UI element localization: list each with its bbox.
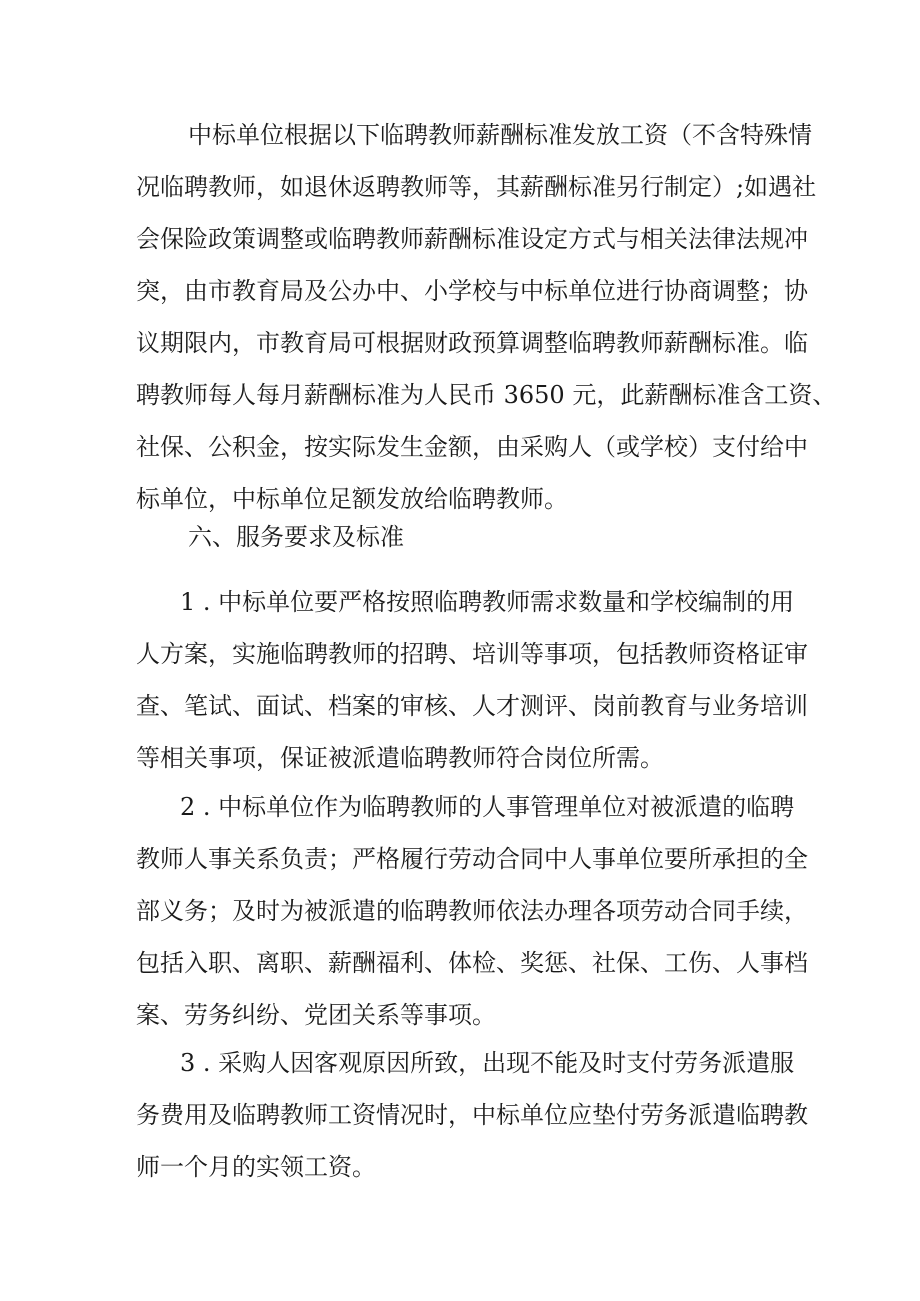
item-3-line-1: 3 . 采购人因客观原因所致，出现不能及时支付劳务派遣服 — [180, 1049, 795, 1077]
salary-paragraph-line-4: 突，由市教育局及公办中、小学校与中标单位进行协商调整；协 — [136, 277, 808, 305]
item-2-line-2: 教师人事关系负责；严格履行劳动合同中人事单位要所承担的全 — [136, 845, 808, 873]
item-1-line-3: 查、笔试、面试、档案的审核、人才测评、岗前教育与业务培训 — [136, 692, 808, 720]
salary-paragraph-line-6: 聘教师每人每月薪酬标准为人民币 3650 元，此薪酬标准含工资、 — [136, 381, 837, 409]
section-heading-line-1: 六、服务要求及标准 — [188, 523, 404, 551]
salary-paragraph-line-7: 社保、公积金，按实际发生金额，由采购人（或学校）支付给中 — [136, 433, 808, 461]
salary-paragraph-line-2: 况临聘教师，如退休返聘教师等，其薪酬标准另行制定）;如遇社 — [136, 173, 817, 201]
item-3-line-3: 师一个月的实领工资。 — [136, 1153, 376, 1181]
item-2-line-4: 包括入职、离职、薪酬福利、体检、奖惩、社保、工伤、人事档 — [136, 949, 808, 977]
salary-paragraph-line-8: 标单位，中标单位足额发放给临聘教师。 — [136, 485, 568, 513]
item-2-line-5: 案、劳务纠纷、党团关系等事项。 — [136, 1001, 496, 1029]
salary-paragraph-line-3: 会保险政策调整或临聘教师薪酬标准设定方式与相关法律法规冲 — [136, 225, 808, 253]
item-3-line-2: 务费用及临聘教师工资情况时，中标单位应垫付劳务派遣临聘教 — [136, 1101, 808, 1129]
item-1-line-4: 等相关事项，保证被派遣临聘教师符合岗位所需。 — [136, 744, 664, 772]
salary-paragraph-line-1: 中标单位根据以下临聘教师薪酬标准发放工资（不含特殊情 — [188, 121, 812, 149]
item-1-line-1: 1 . 中标单位要严格按照临聘教师需求数量和学校编制的用 — [180, 588, 795, 616]
item-1-line-2: 人方案，实施临聘教师的招聘、培训等事项，包括教师资格证审 — [136, 640, 808, 668]
item-2-line-3: 部义务；及时为被派遣的临聘教师依法办理各项劳动合同手续， — [136, 897, 808, 925]
item-2-line-1: 2 . 中标单位作为临聘教师的人事管理单位对被派遣的临聘 — [180, 793, 795, 821]
salary-paragraph-line-5: 议期限内，市教育局可根据财政预算调整临聘教师薪酬标准。临 — [136, 329, 808, 357]
